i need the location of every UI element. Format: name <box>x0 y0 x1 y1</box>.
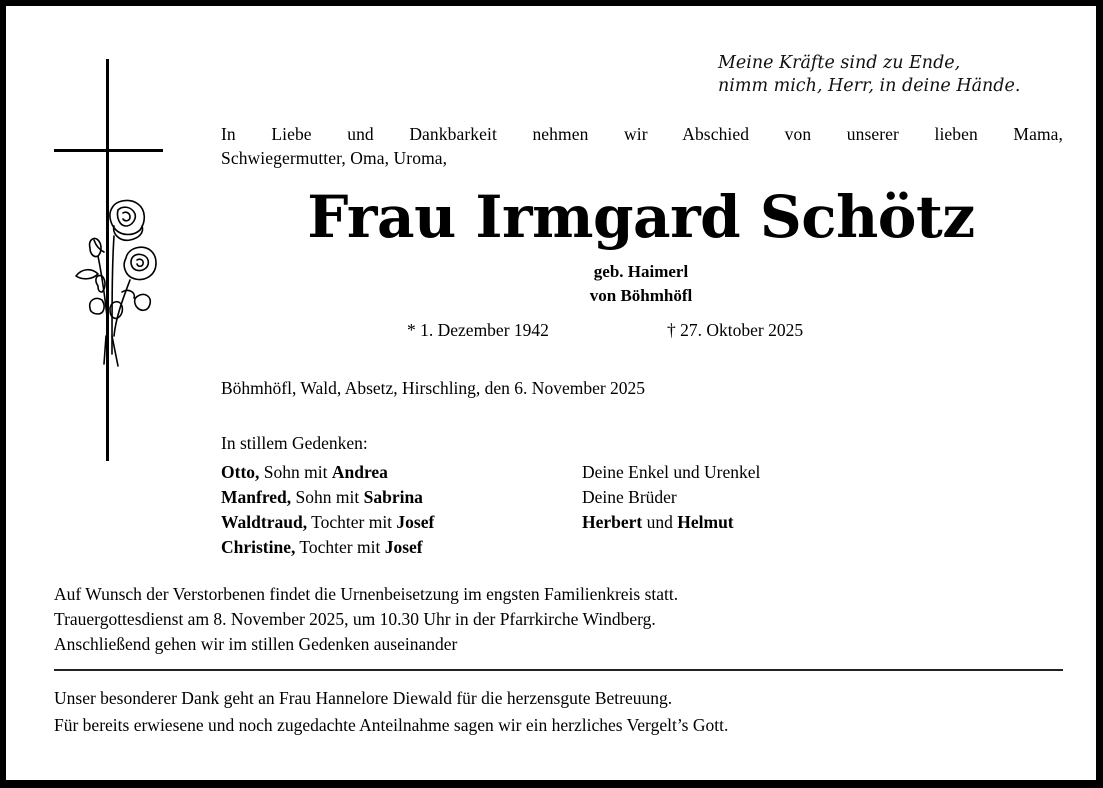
mourner-relation: Sohn mit <box>259 462 332 482</box>
motto <box>718 52 1078 98</box>
mourner-partner: Andrea <box>331 462 388 482</box>
mourner-relation: Tochter mit <box>295 537 385 557</box>
notice-line-1: Auf Wunsch der Verstorbenen findet die Urnenbeisetzung im engsten Familienkreis statt. <box>54 584 679 604</box>
mourner-row <box>221 485 434 510</box>
mourner-relation: Sohn mit <box>291 487 364 507</box>
mourner-name: Manfred, <box>221 487 292 507</box>
mourner-name: Waldtraud, <box>221 512 308 532</box>
mourner-name: Otto, <box>221 462 260 482</box>
conjunction: und <box>642 512 678 532</box>
brothers-names <box>582 510 760 535</box>
intro-line-1: In Liebe und Dankbarkeit nehmen wir Abschied von unserer lieben Mama, <box>221 124 1063 144</box>
funeral-notice <box>54 582 1064 657</box>
mourner-partner: Josef <box>384 537 423 557</box>
thanks-line-2: Für bereits erwiesene und noch zugedachte Anteilnahme sagen wir ein herzliches Vergelt’s Gott. <box>54 715 729 735</box>
intro-text <box>221 122 1063 170</box>
mourner-partner: Josef <box>396 512 435 532</box>
brothers-line: Deine Brüder <box>582 487 677 507</box>
mourner-name: Christine, <box>221 537 296 557</box>
mourner-row <box>221 460 434 485</box>
notice-line-2: Trauergottesdienst am 8. November 2025, um 10.30 Uhr in der Pfarrkirche Windberg. <box>54 609 656 629</box>
mourners-label: In stillem Gedenken: <box>221 433 368 453</box>
cross-bar <box>54 149 163 152</box>
death-date: † 27. Oktober 2025 <box>667 320 804 340</box>
intro-line-2: Schwiegermutter, Oma, Uroma, <box>221 148 448 168</box>
mourner-row <box>221 535 434 560</box>
grandchildren-line: Deine Enkel und Urenkel <box>582 462 761 482</box>
roses-icon <box>68 196 164 371</box>
motto-line-1: Meine Kräfte sind zu Ende, <box>718 53 961 73</box>
deceased-details <box>206 260 1076 308</box>
birth-date: * 1. Dezember 1942 <box>407 320 549 340</box>
mourner-relation: Tochter mit <box>307 512 397 532</box>
separator-line <box>54 669 1063 671</box>
mourners-right-column <box>582 460 760 535</box>
notice-line-3: Anschließend gehen wir im stillen Gedenken auseinander <box>54 634 458 654</box>
mourners-left-column <box>221 460 434 560</box>
thanks-line-1: Unser besonderer Dank geht an Frau Hannelore Diewald für die herzensgute Betreuung. <box>54 688 673 708</box>
maiden-name: geb. Haimerl <box>593 262 689 281</box>
mourner-partner: Sabrina <box>363 487 423 507</box>
mourner-row <box>221 510 434 535</box>
origin: von Böhmhöfl <box>589 286 693 305</box>
brother-name: Helmut <box>677 512 734 532</box>
place-and-date: Böhmhöfl, Wald, Absetz, Hirschling, den 6. November 2025 <box>221 378 646 398</box>
thanks-text <box>54 685 1064 739</box>
brother-name: Herbert <box>582 512 643 532</box>
deceased-name: Frau Irmgard Schötz <box>307 183 975 251</box>
motto-line-2: nimm mich, Herr, in deine Hände. <box>718 76 1021 96</box>
